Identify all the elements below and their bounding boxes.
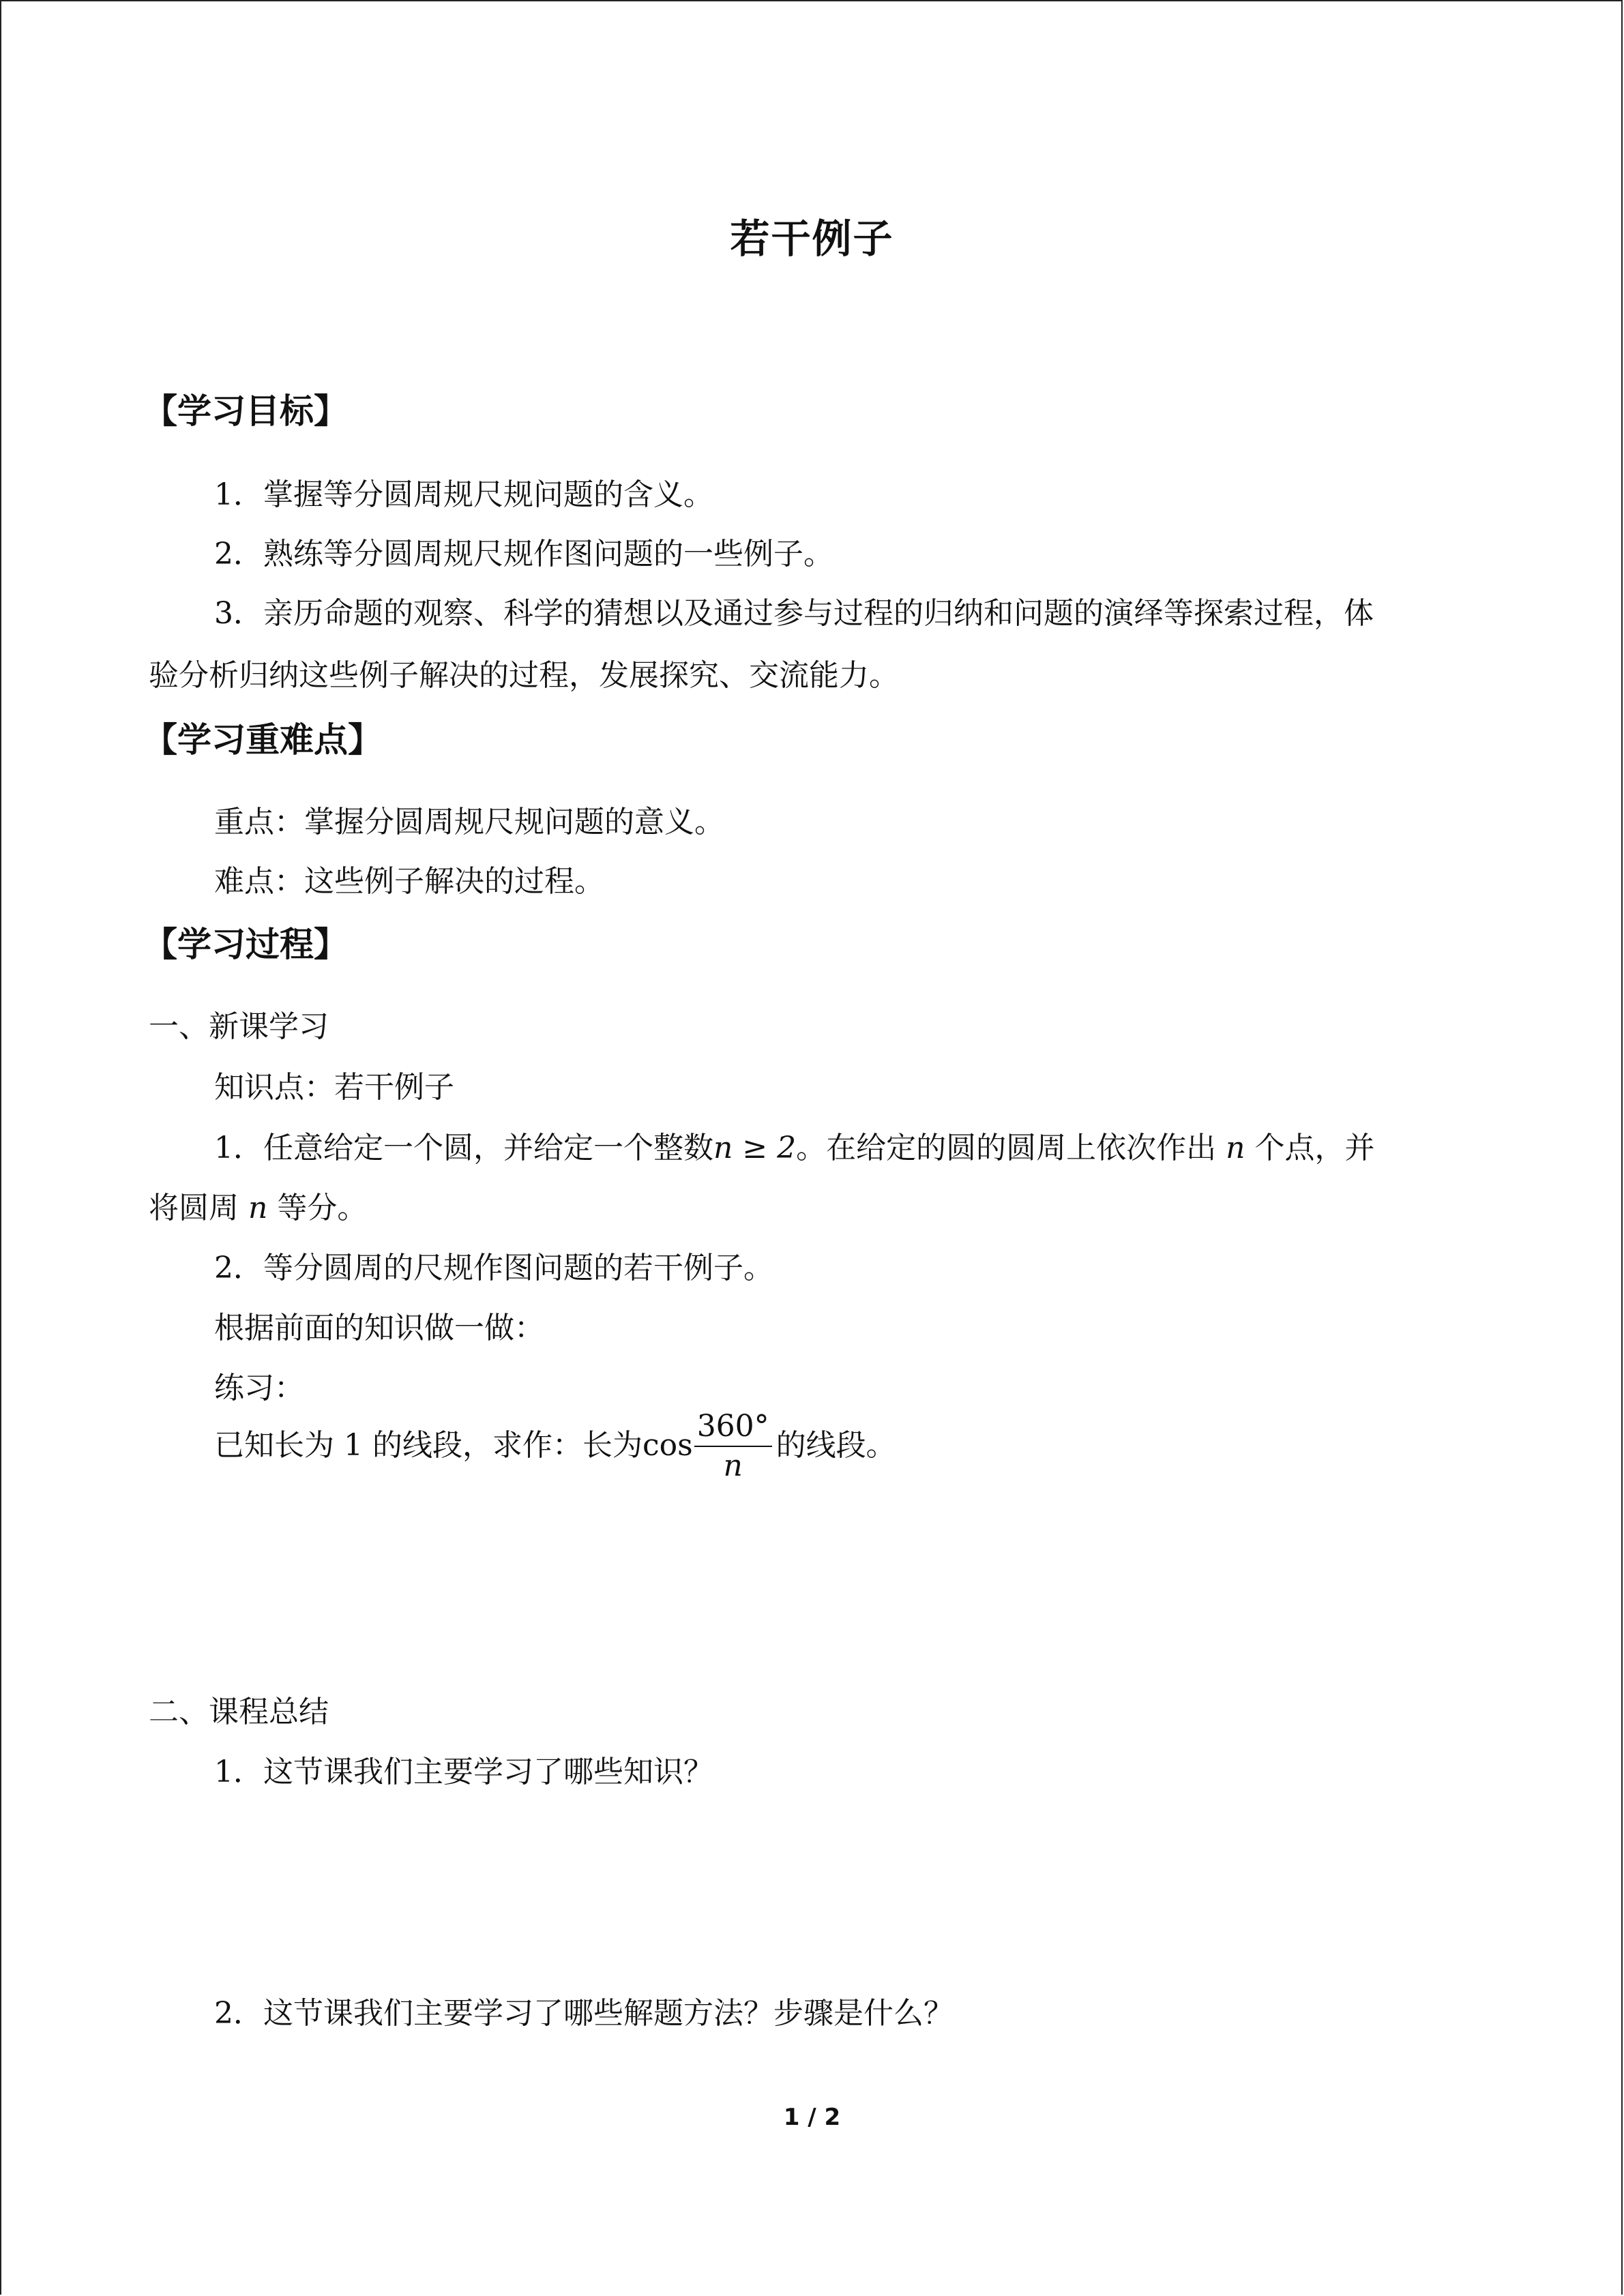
objectives-heading: 【学习目标】	[143, 391, 348, 431]
knowledge-point: 知识点：若干例子	[214, 1070, 454, 1105]
lesson-item-1-text-a: 1．任意给定一个圆，并给定一个整数	[214, 1131, 713, 1165]
lesson-item-1-text-e: 等分。	[277, 1191, 368, 1225]
objective-item-2: 2．熟练等分圆周规尺规作图问题的一些例子。	[214, 537, 833, 571]
variable-n: n	[248, 1191, 268, 1225]
inequality-n-geq-2: n ≥ 2	[713, 1131, 797, 1165]
objective-item-3-continued: 验分析归纳这些例子解决的过程，发展探究、交流能力。	[149, 658, 899, 693]
fraction-360-over-n	[694, 1407, 772, 1485]
difficult-point-item: 难点：这些例子解决的过程。	[214, 864, 604, 899]
lesson-item-1	[214, 1127, 1375, 1169]
do-it-prompt: 根据前面的知识做一做：	[214, 1311, 544, 1345]
fraction-denominator: n	[723, 1448, 743, 1483]
summary-title: 二、课程总结	[149, 1695, 329, 1729]
exercise-text-b: 的线段。	[776, 1428, 896, 1463]
objective-item-1: 1．掌握等分圆周规尺规问题的含义。	[214, 477, 713, 512]
summary-question-1: 1．这节课我们主要学习了哪些知识？	[214, 1755, 713, 1789]
objective-item-3: 3．亲历命题的观察、科学的猜想以及通过参与过程的归纳和问题的演绎等探索过程，体	[214, 596, 1374, 631]
exercise-label: 练习：	[214, 1371, 304, 1405]
lesson-item-1-text-b: 。在给定的圆的圆周上依次作出	[796, 1131, 1217, 1165]
exercise-problem	[214, 1405, 896, 1487]
new-lesson-title: 一、新课学习	[149, 1009, 329, 1044]
page-title: 若干例子	[730, 215, 894, 262]
lesson-item-2: 2．等分圆周的尺规作图问题的若干例子。	[214, 1251, 773, 1285]
variable-n: n	[1226, 1131, 1245, 1165]
cos-function: cos	[642, 1428, 693, 1463]
lesson-item-1-text-c: 个点，并	[1254, 1131, 1375, 1165]
key-points-heading: 【学习重难点】	[143, 720, 382, 760]
lesson-item-1-continued	[149, 1187, 367, 1229]
page-number: 1 / 2	[783, 2104, 841, 2131]
process-heading: 【学习过程】	[143, 925, 348, 964]
summary-question-2: 2．这节课我们主要学习了哪些解题方法？步骤是什么？	[214, 1996, 954, 2031]
exercise-text-a: 已知长为 1 的线段，求作：长为	[214, 1428, 643, 1463]
fraction-numerator: 360°	[694, 1407, 772, 1447]
key-point-item: 重点：掌握分圆周规尺规问题的意义。	[214, 805, 724, 839]
lesson-item-1-text-d: 将圆周	[149, 1191, 239, 1225]
